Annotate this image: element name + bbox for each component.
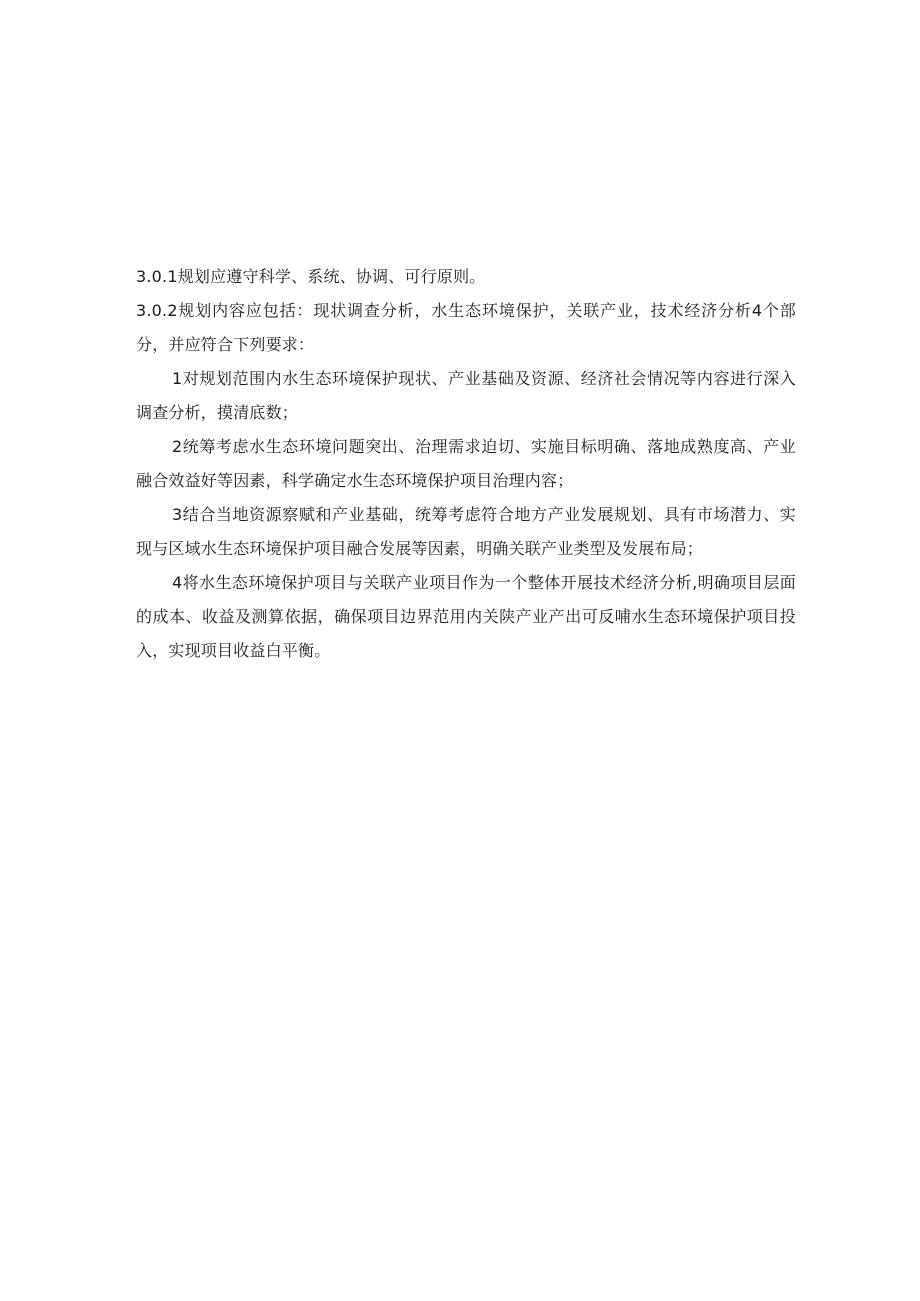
requirement-item-2: 2统筹考虑水生态环境问题突出、治理需求迫切、实施目标明确、落地成熟度高、产业融合效益好等因素，科学确定水生态环境保护项目治理内容； [136,437,796,490]
clause-3-0-2: 3.0.2规划内容应包括：现状调查分析，水生态环境保护，关联产业，技术经济分析4个部分，并应符合下列要求： [136,301,796,354]
requirement-item-4: 4将水生态环境保护项目与关联产业项目作为一个整体开展技术经济分析,明确项目层面的成本、收益及测算依据，确保项目边界范用内关陕产业产出可反哺水生态环境保护项目投入，实现项目收益白平衡。 [136,573,796,660]
requirement-item-1: 1对规划范围内水生态环境保护现状、产业基础及资源、经济社会情况等内容进行深入调查分析，摸清底数； [136,369,796,422]
requirement-item-3: 3结合当地资源察赋和产业基础，统筹考虑符合地方产业发展规划、具有市场潜力、实现与区域水生态环境保护项目融合发展等因素，明确关联产业类型及发展布局； [136,505,796,558]
document-body [136,260,796,668]
clause-3-0-1: 3.0.1规划应遵守科学、系统、协调、可行原则。 [136,267,486,286]
